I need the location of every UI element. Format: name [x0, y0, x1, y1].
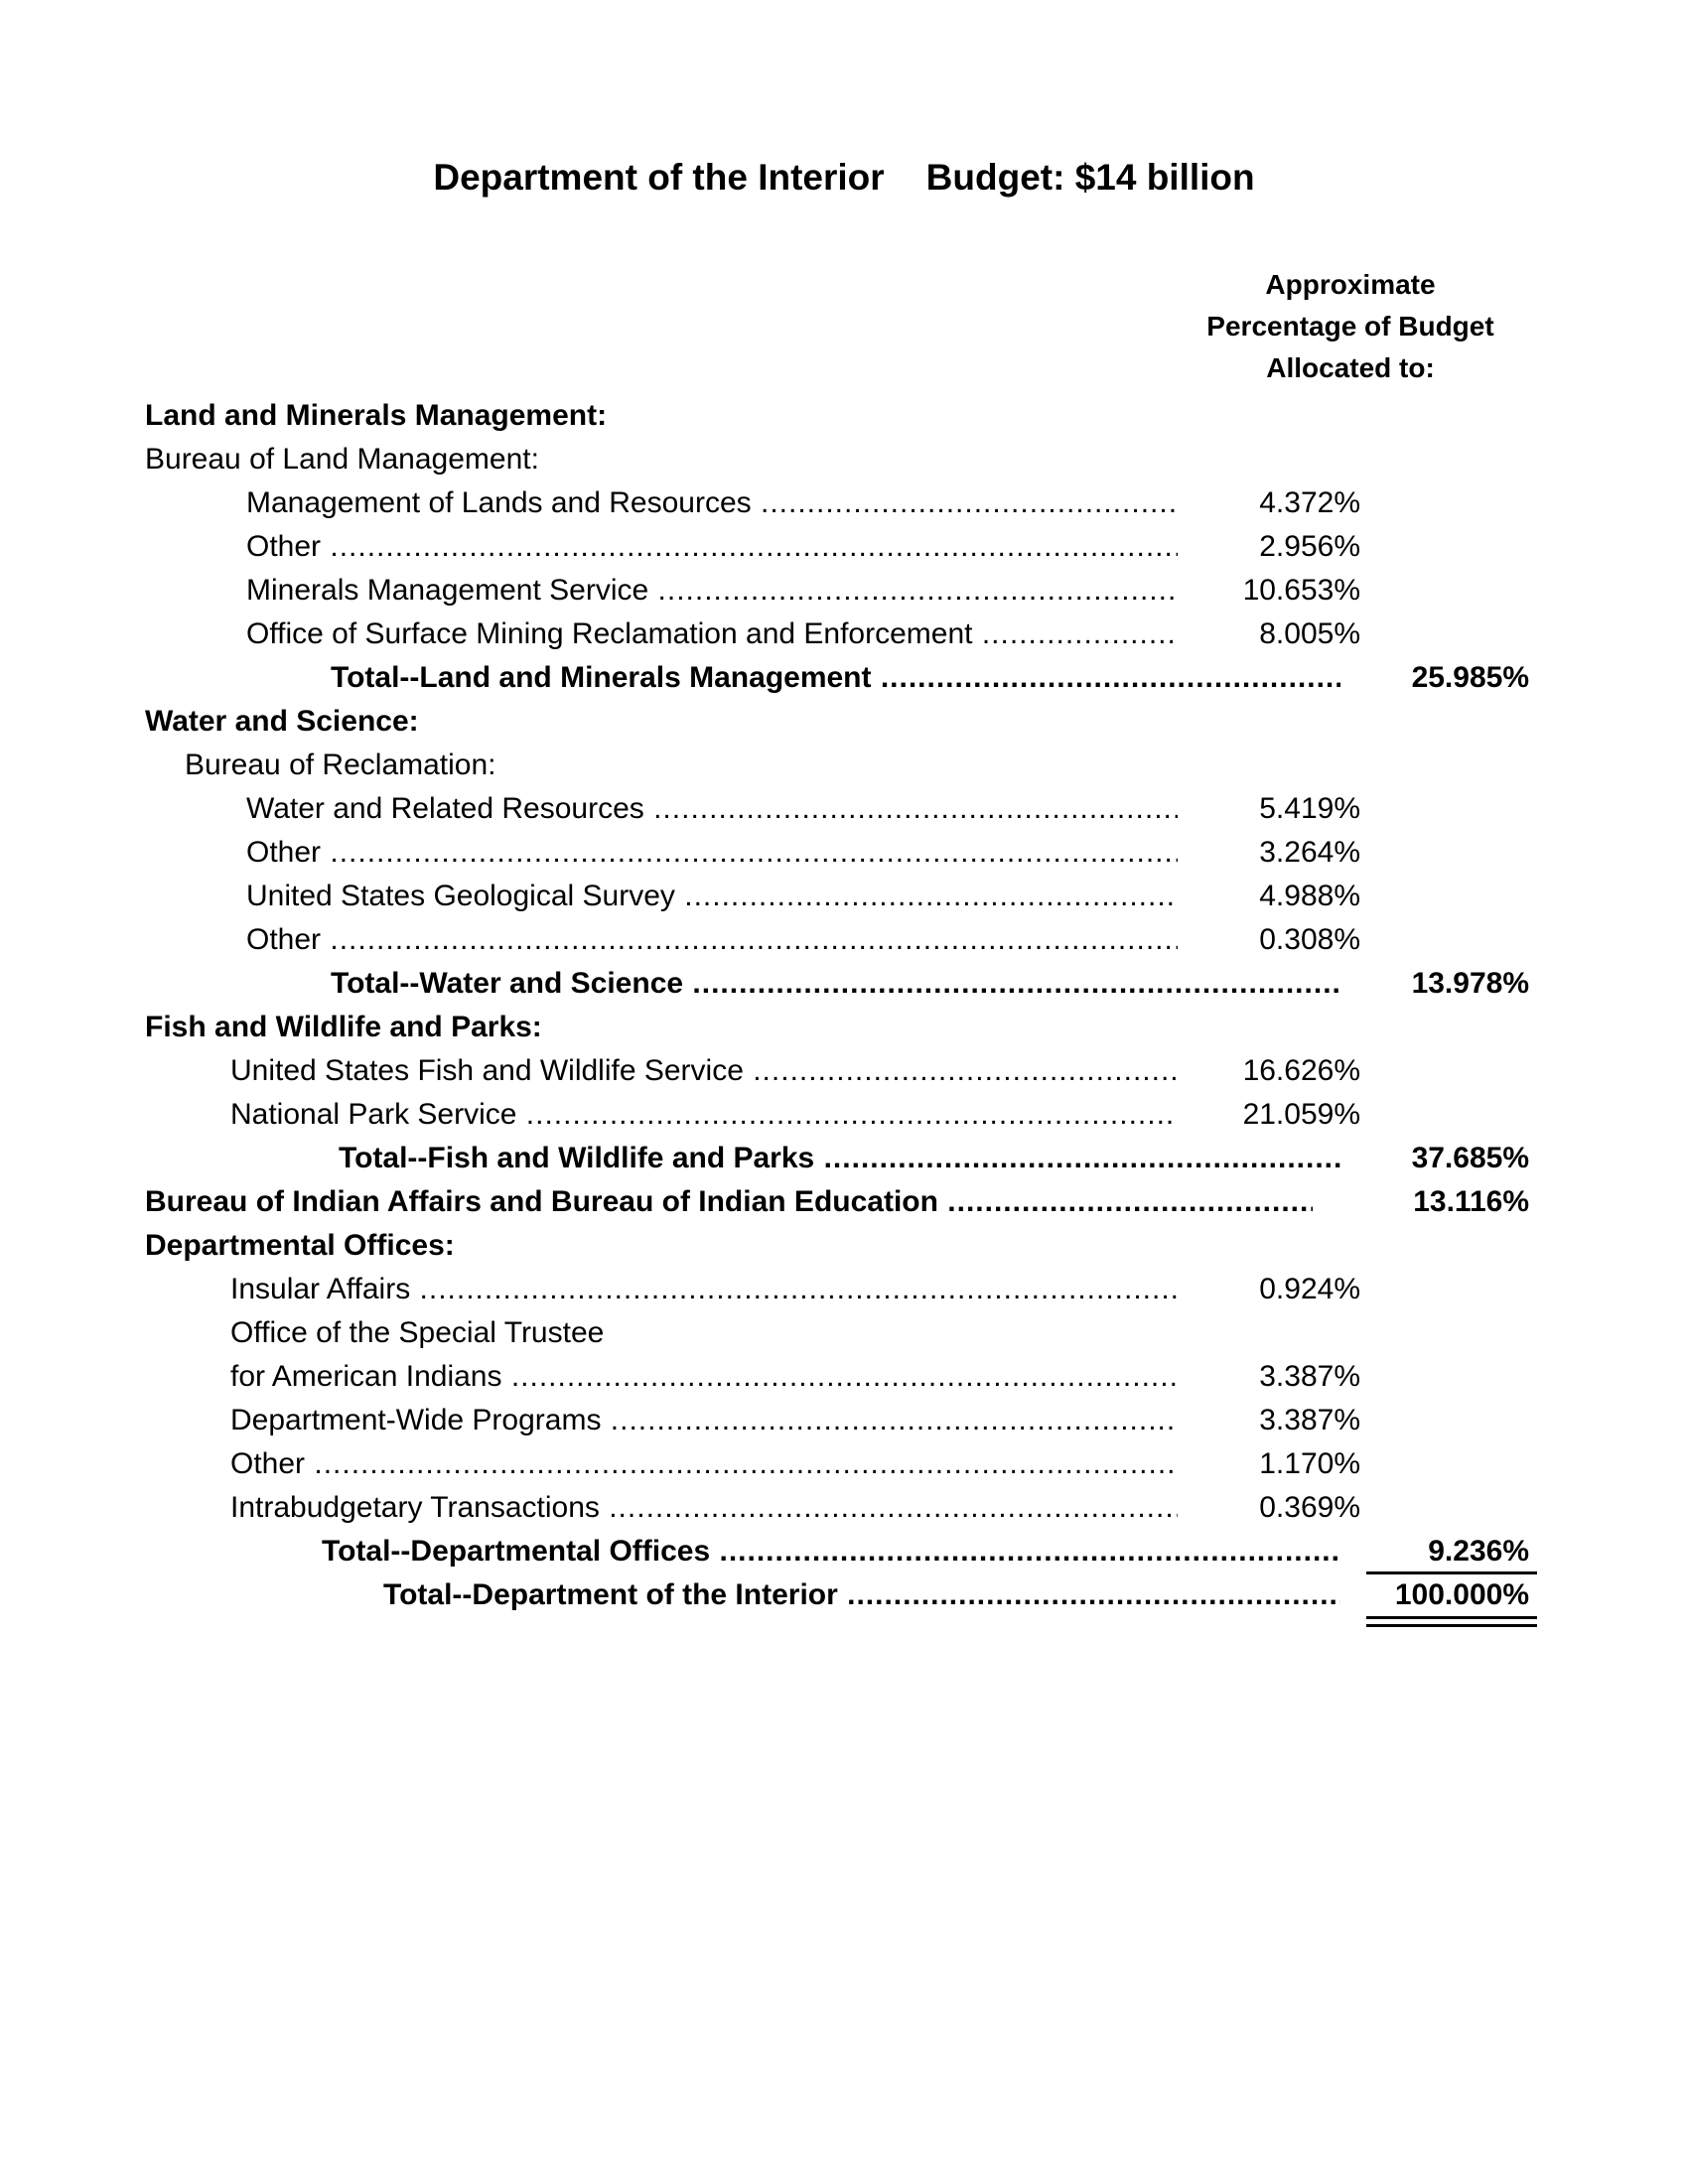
- table-row: [0, 831, 1688, 875]
- total-value: 25.985%: [1411, 661, 1529, 694]
- total-label: Total--Water and Science .....: [331, 962, 1340, 1006]
- total-row: [0, 962, 1688, 1006]
- column-heading: [1152, 264, 1549, 389]
- table-row: [0, 1442, 1688, 1486]
- column-heading-line: Approximate: [1265, 269, 1436, 300]
- row-label: United States Fish and Wildlife Service .....: [230, 1049, 1178, 1093]
- column-heading-line: Allocated to:: [1266, 352, 1435, 383]
- row-value: 1.170%: [1259, 1447, 1360, 1480]
- row-label: United States Geological Survey .....: [246, 875, 1178, 918]
- total-row: [0, 1180, 1688, 1224]
- table-row: [0, 1486, 1688, 1530]
- row-value: 5.419%: [1259, 792, 1360, 825]
- subheading: Bureau of Reclamation:: [185, 749, 496, 781]
- total-row: [0, 656, 1688, 700]
- row-label: Insular Affairs .....: [230, 1268, 1178, 1311]
- row-label: Other .....: [246, 525, 1178, 569]
- grand-total-row: [0, 1573, 1688, 1617]
- total-label: Total--Departmental Offices .....: [322, 1530, 1340, 1573]
- column-heading-line: Percentage of Budget: [1206, 311, 1494, 341]
- row-value: 3.387%: [1259, 1360, 1360, 1393]
- grand-total-label: Total--Department of the Interior .....: [383, 1573, 1340, 1617]
- total-value: 13.978%: [1411, 967, 1529, 1000]
- table-row: [0, 787, 1688, 831]
- section-heading-row: [0, 1224, 1688, 1268]
- subheading-row: [0, 438, 1688, 481]
- row-label: Other .....: [230, 1442, 1178, 1486]
- section-heading-row: [0, 700, 1688, 744]
- table-row: [0, 918, 1688, 962]
- section-heading: Fish and Wildlife and Parks:: [145, 1011, 542, 1043]
- row-value: 4.372%: [1259, 486, 1360, 519]
- table-row: [0, 875, 1688, 918]
- total-label: Total--Fish and Wildlife and Parks .....: [339, 1137, 1340, 1180]
- page-title: [0, 157, 1688, 199]
- total-value: 9.236%: [1428, 1535, 1529, 1568]
- subheading: Bureau of Land Management:: [145, 443, 539, 476]
- grand-total-double-underline: [1366, 1616, 1537, 1627]
- row-value: 4.988%: [1259, 880, 1360, 912]
- table-row: [0, 1399, 1688, 1442]
- row-label: Management of Lands and Resources .....: [246, 481, 1178, 525]
- total-row: [0, 1137, 1688, 1180]
- row-label: Minerals Management Service .....: [246, 569, 1178, 613]
- row-value: 21.059%: [1242, 1098, 1360, 1131]
- total-label: Bureau of Indian Affairs and Bureau of Indian Education .....: [145, 1180, 1313, 1224]
- row-value: 0.924%: [1259, 1273, 1360, 1305]
- total-value: 13.116%: [1413, 1185, 1529, 1218]
- table-row: [0, 481, 1688, 525]
- row-label: Office of Surface Mining Reclamation and Enforcement .....: [246, 613, 1178, 656]
- table-row: [0, 613, 1688, 656]
- table-row: [0, 569, 1688, 613]
- row-label: Water and Related Resources .....: [246, 787, 1178, 831]
- row-label: Other .....: [246, 831, 1178, 875]
- grand-total-value: 100.000%: [1394, 1578, 1529, 1611]
- row-label: Department-Wide Programs .....: [230, 1399, 1178, 1442]
- row-value: 3.264%: [1259, 836, 1360, 869]
- total-value: 37.685%: [1411, 1142, 1529, 1174]
- title-budget: Budget: $14 billion: [925, 157, 1255, 198]
- row-value: 0.308%: [1259, 923, 1360, 956]
- table-row: [0, 525, 1688, 569]
- row-value: 16.626%: [1242, 1054, 1360, 1087]
- row-value: 3.387%: [1259, 1404, 1360, 1436]
- section-heading: Land and Minerals Management:: [145, 399, 608, 432]
- total-label: Total--Land and Minerals Management .....: [331, 656, 1340, 700]
- row-label: Other .....: [246, 918, 1178, 962]
- section-heading: Departmental Offices:: [145, 1229, 455, 1262]
- row-label: Office of the Special Trustee: [230, 1316, 605, 1349]
- row-value: 2.956%: [1259, 530, 1360, 563]
- row-label: Intrabudgetary Transactions .....: [230, 1486, 1178, 1530]
- section-heading-row: [0, 394, 1688, 438]
- table-row: [0, 1049, 1688, 1093]
- subheading-row: [0, 744, 1688, 787]
- row-value: 8.005%: [1259, 617, 1360, 650]
- row-label: for American Indians .....: [230, 1355, 1178, 1399]
- total-row: [0, 1530, 1688, 1573]
- title-department: Department of the Interior: [433, 157, 885, 198]
- table-row: [0, 1311, 1688, 1355]
- row-value: 0.369%: [1259, 1491, 1360, 1524]
- section-heading: Water and Science:: [145, 705, 419, 738]
- row-value: 10.653%: [1242, 574, 1360, 607]
- table-row: [0, 1093, 1688, 1137]
- section-heading-row: [0, 1006, 1688, 1049]
- row-label: National Park Service .....: [230, 1093, 1178, 1137]
- table-row: [0, 1268, 1688, 1311]
- table-row: [0, 1355, 1688, 1399]
